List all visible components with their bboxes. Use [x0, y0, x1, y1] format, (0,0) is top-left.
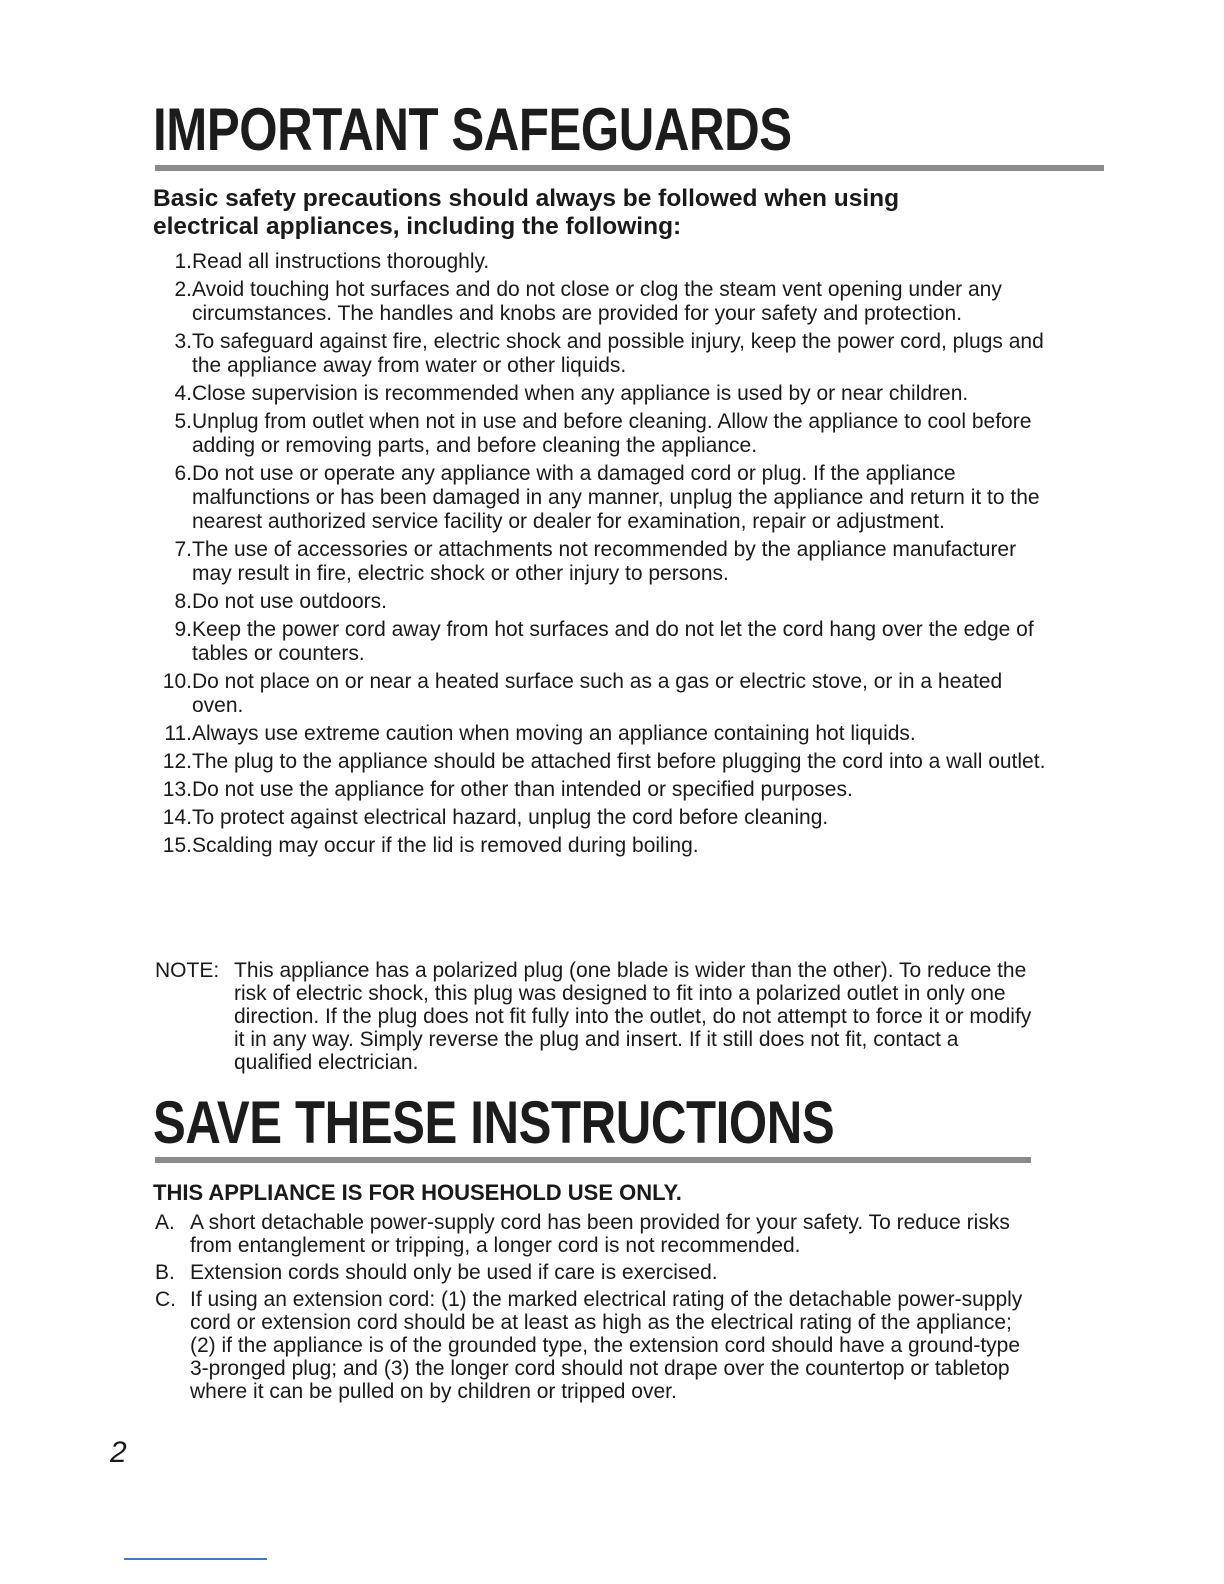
- note-label: NOTE:: [155, 959, 220, 982]
- list-item: [152, 278, 1052, 326]
- item-number: 5.: [174, 410, 192, 433]
- item-text: The plug to the appliance should be attached first before plugging the cord into a wall outlet.: [192, 750, 1046, 773]
- item-text: Read all instructions thoroughly.: [192, 250, 490, 273]
- list-item: [152, 806, 1052, 830]
- page-number: 2: [110, 1436, 127, 1469]
- item-number: 3.: [174, 330, 192, 353]
- item-text: Always use extreme caution when moving an appliance containing hot liquids.: [192, 722, 916, 745]
- item-number: 11.: [164, 722, 192, 745]
- item-text: If using an extension cord: (1) the marked electrical rating of the detachable power-supply cord or extension cord should be at least as high as the electrical rating of the appliance; (2) if the appliance is of the grounded type, the extension cord should have a ground-type 3-pronged plug; and (3) the longer cord should not drape over the countertop or tabletop where it can be pulled on by children or tripped over.: [190, 1288, 1023, 1403]
- list-item: [152, 330, 1052, 378]
- item-number: 1.: [174, 250, 192, 273]
- page-title: IMPORTANT SAFEGUARDS: [153, 96, 792, 163]
- list-item: [152, 590, 1052, 614]
- item-text: Close supervision is recommended when any appliance is used by or near children.: [192, 382, 969, 405]
- item-text: Avoid touching hot surfaces and do not close or clog the steam vent opening under any circumstances. The handles and knobs are provided for your safety and protection.: [192, 278, 1002, 325]
- item-text: Keep the power cord away from hot surfaces and do not let the cord hang over the edge of tables or counters.: [192, 618, 1034, 665]
- cord-list: [155, 1211, 1035, 1407]
- footer-divider: [124, 1558, 267, 1560]
- item-text: A short detachable power-supply cord has been provided for your safety. To reduce risks from entanglement or tripping, a longer cord is not recommended.: [190, 1211, 1010, 1257]
- note-text: This appliance has a polarized plug (one blade is wider than the other). To reduce the risk of electric shock, this plug was designed to fit into a polarized outlet in only one direction. If the plug does not fit fully into the outlet, do not attempt to force it or modify it in any way. Simply reverse the plug and insert. If it still does not fit, contact a qualified electrician.: [234, 959, 1032, 1074]
- item-number: 15.: [162, 834, 192, 857]
- item-text: Scalding may occur if the lid is removed during boiling.: [192, 834, 699, 857]
- item-letter: A.: [155, 1211, 175, 1234]
- list-item: [152, 538, 1052, 586]
- item-number: 2.: [174, 278, 192, 301]
- safeguards-list: [152, 250, 1052, 862]
- item-text: To safeguard against fire, electric shock and possible injury, keep the power cord, plugs and the appliance away from water or other liquids.: [192, 330, 1044, 377]
- list-item: [155, 1261, 1035, 1284]
- item-number: 12.: [162, 750, 192, 773]
- list-item: [152, 382, 1052, 406]
- item-text: The use of accessories or attachments not recommended by the appliance manufacturer may result in fire, electric shock or other injury to persons.: [192, 538, 1017, 585]
- household-heading: THIS APPLIANCE IS FOR HOUSEHOLD USE ONLY.: [153, 1180, 682, 1205]
- item-number: 8.: [174, 590, 192, 613]
- list-item: [152, 750, 1052, 774]
- item-number: 4.: [174, 382, 192, 405]
- list-item: [152, 778, 1052, 802]
- item-text: Unplug from outlet when not in use and before cleaning. Allow the appliance to cool before adding or removing parts, and before cleaning the appliance.: [192, 410, 1032, 457]
- item-text: Do not use outdoors.: [192, 590, 387, 613]
- item-number: 10.: [162, 670, 192, 693]
- list-item: [152, 410, 1052, 458]
- item-text: Do not place on or near a heated surface such as a gas or electric stove, or in a heated oven.: [192, 670, 1003, 717]
- item-number: 9.: [174, 618, 192, 641]
- item-letter: C.: [155, 1288, 176, 1311]
- item-text: Do not use or operate any appliance with a damaged cord or plug. If the appliance malfunctions or has been damaged in any manner, unplug the appliance and return it to the nearest authorized service facility or dealer for examination, repair or adjustment.: [192, 462, 1040, 533]
- list-item: [152, 722, 1052, 746]
- item-text: Extension cords should only be used if care is exercised.: [190, 1261, 718, 1284]
- save-instructions-title: SAVE THESE INSTRUCTIONS: [153, 1089, 835, 1156]
- list-item: [152, 670, 1052, 718]
- item-text: To protect against electrical hazard, unplug the cord before cleaning.: [192, 806, 829, 829]
- item-number: 13.: [162, 778, 192, 801]
- list-item: [152, 618, 1052, 666]
- list-item: [152, 834, 1052, 858]
- list-item: [152, 250, 1052, 274]
- intro-heading: Basic safety precautions should always be followed when using electrical appliances, including the following:: [153, 185, 900, 240]
- item-letter: B.: [155, 1261, 175, 1284]
- list-item: [155, 1288, 1035, 1403]
- item-number: 7.: [174, 538, 192, 561]
- save-title-rule: [155, 1157, 1031, 1163]
- item-number: 14.: [162, 806, 192, 829]
- item-text: Do not use the appliance for other than intended or specified purposes.: [192, 778, 853, 801]
- item-number: 6.: [174, 462, 192, 485]
- list-item: [152, 462, 1052, 534]
- polarized-plug-note: [155, 959, 1035, 1074]
- list-item: [155, 1211, 1035, 1257]
- title-rule: [155, 165, 1104, 171]
